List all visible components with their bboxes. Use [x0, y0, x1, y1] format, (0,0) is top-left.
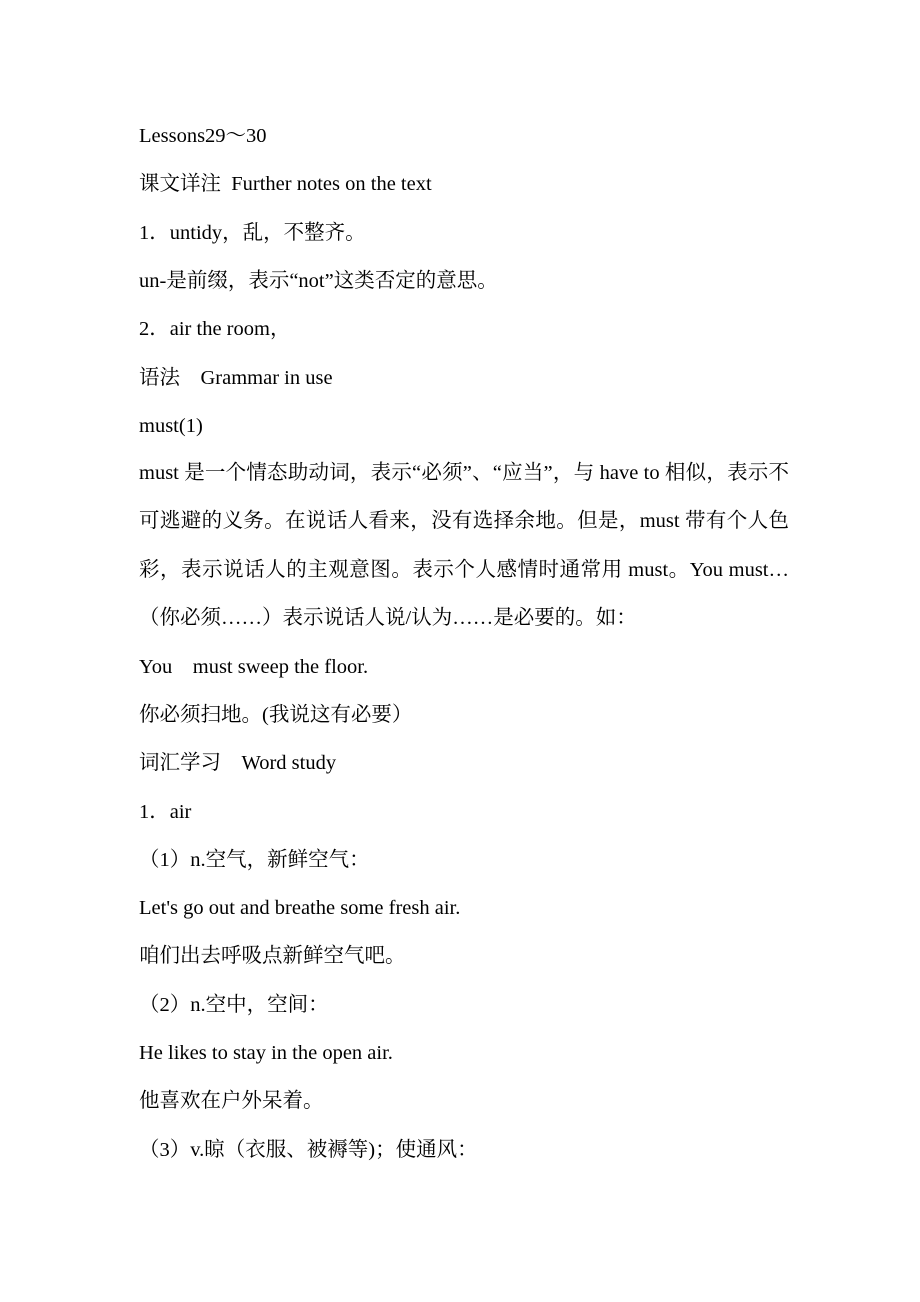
word-study-heading: 词汇学习 Word study [139, 752, 337, 774]
sense-2-example-en: He likes to stay in the open air. [139, 1042, 393, 1064]
sense-3: （3）v.晾（衣服、被褥等)；使通风： [139, 1139, 478, 1161]
note-2: 2．air the room， [139, 318, 291, 340]
word-1: 1．air [139, 801, 192, 823]
note-1-explanation: un-是前缀，表示“not”这类否定的意思。 [139, 270, 498, 292]
note-1: 1．untidy，乱，不整齐。 [139, 222, 366, 244]
sense-1: （1）n.空气，新鲜空气： [139, 849, 370, 871]
sense-2-example-cn: 他喜欢在户外呆着。 [139, 1090, 324, 1112]
grammar-example-en: You must sweep the floor. [139, 656, 369, 678]
grammar-example-cn: 你必须扫地。(我说这有必要） [139, 704, 413, 726]
lesson-title: Lessons29～30 [139, 125, 267, 147]
sense-1-example-en: Let's go out and breathe some fresh air. [139, 897, 461, 919]
sense-2: （2）n.空中，空间： [139, 994, 329, 1016]
grammar-heading: 语法 Grammar in use [139, 367, 333, 389]
sense-1-example-cn: 咱们出去呼吸点新鲜空气吧。 [139, 945, 406, 967]
notes-heading: 课文详注 Further notes on the text [139, 173, 432, 195]
grammar-topic: must(1) [139, 415, 203, 437]
grammar-paragraph: must 是一个情态助动词，表示“必须”、“应当”，与 have to 相似，表示不可逃避的义务。在说话人看来，没有选择余地。但是，must 带有个人色彩，表示说话人的主观意图。表示个人感情时通常用 must。You must…（你必须……）表示说话人说/认为……是必要的。如： [139, 462, 789, 629]
